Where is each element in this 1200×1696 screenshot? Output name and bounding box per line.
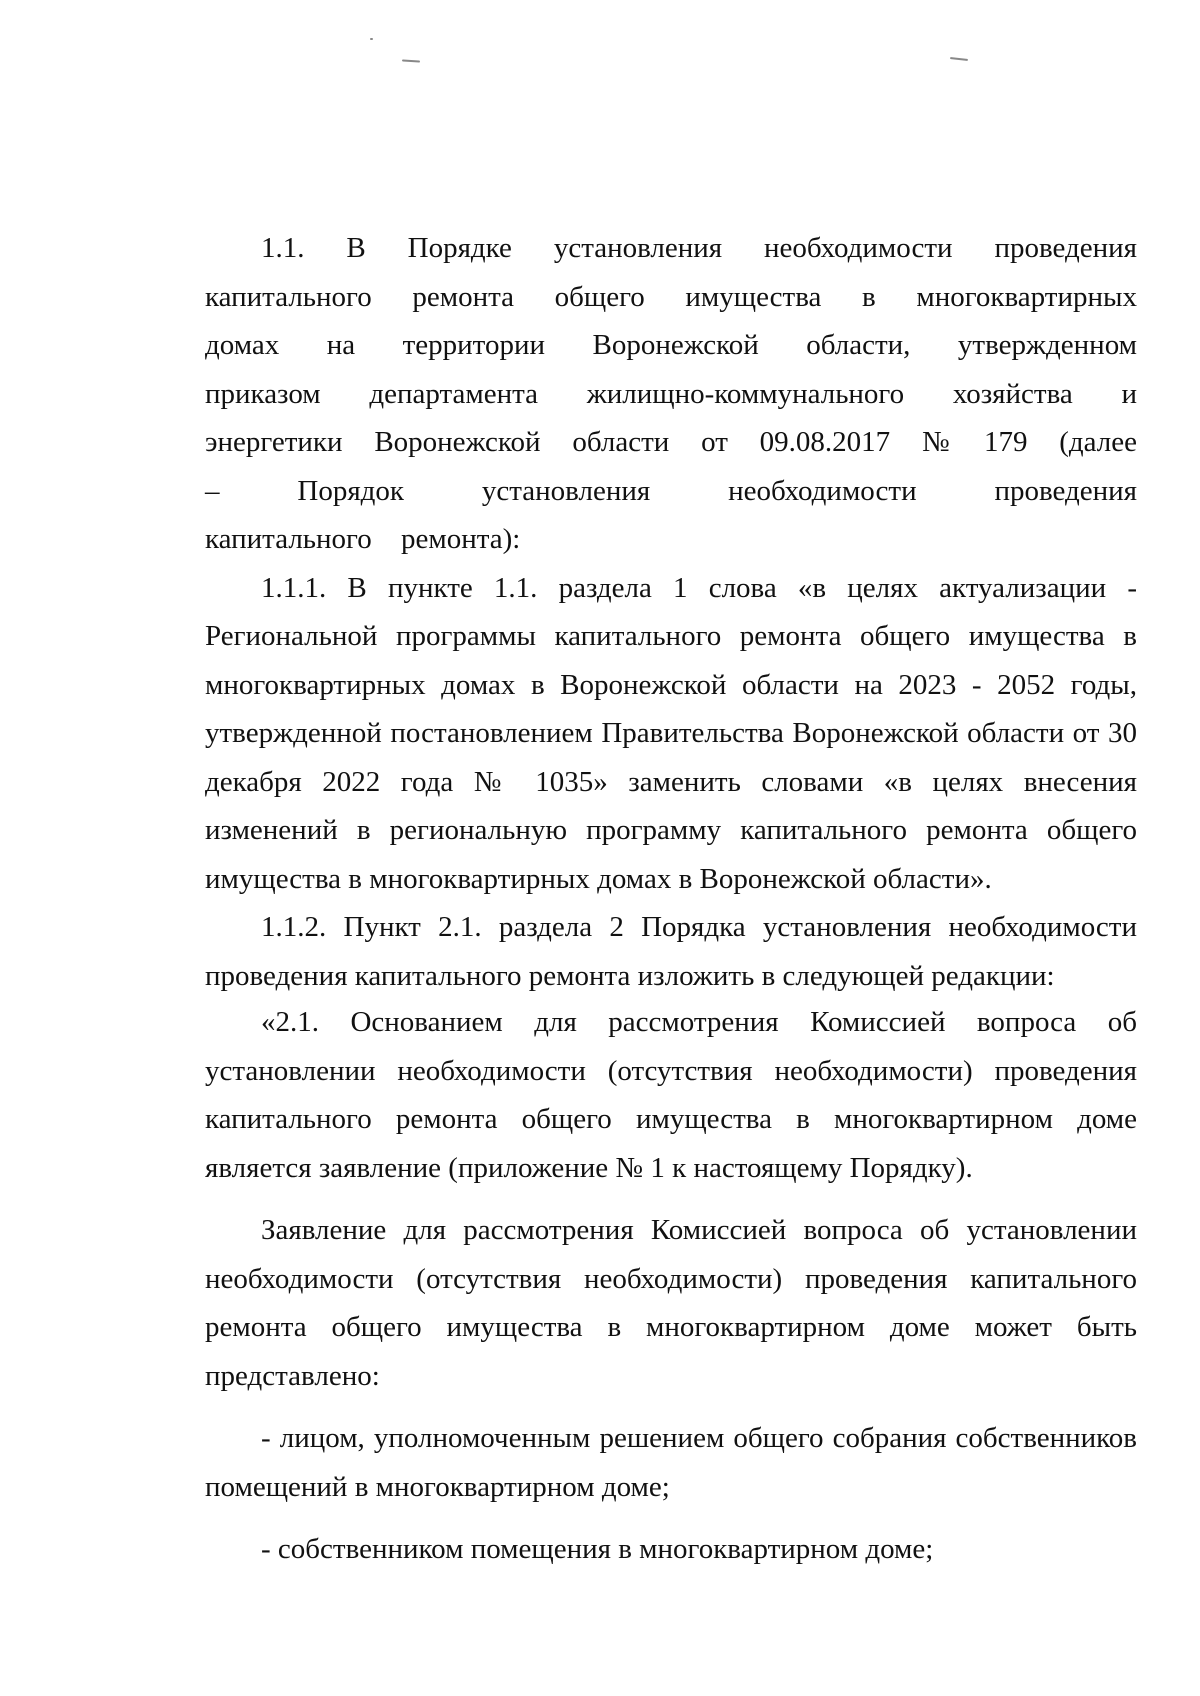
paragraph-1-1-2: 1.1.2. Пункт 2.1. раздела 2 Порядка установления необходимости проведения капитального ремонта изложить в следующей редакции: [205, 911, 1137, 992]
list-item: - лицом, уполномоченным решением общего собрания собственников помещений в многоквартирном доме; [205, 1422, 1137, 1503]
scan-artifact [950, 57, 968, 61]
document-body [205, 224, 1137, 1574]
scan-artifact [402, 59, 420, 62]
list-item: - собственником помещения в многоквартирном доме; [261, 1533, 934, 1565]
paragraph-1-1: 1.1. В Порядке установления необходимости проведения капитального ремонта общего имущества в многоквартирных домах на территории Воронежской области, утвержденном приказом департамента жилищно-коммунального хозяйства и энергетики Воронежской области от 09.08.2017 № 179 (далее – Порядок установления необходимости проведения капитального ремонта): [205, 232, 1137, 555]
paragraph-1-1-1: 1.1.1. В пункте 1.1. раздела 1 слова «в целях актуализации - Региональной программы капитального ремонта общего имущества в многоквартирных домах в Воронежской области на 2023 - 2052 годы, утвержденной постановлением Правительства Воронежской области от 30 декабря 2022 года № 1035» заменить словами «в целях внесения изменений в региональную программу капитального ремонта общего имущества в многоквартирных домах в Воронежской области». [205, 571, 1137, 895]
scan-artifact [370, 38, 373, 40]
paragraph-quote-2-1: «2.1. Основанием для рассмотрения Комиссией вопроса об установлении необходимости (отсутствия необходимости) проведения капитального ремонта общего имущества в многоквартирном доме является заявление (приложение № 1 к настоящему Порядку). [205, 1006, 1137, 1184]
paragraph-application: Заявление для рассмотрения Комиссией вопроса об установлении необходимости (отсутствия необходимости) проведения капитального ремонта общего имущества в многоквартирном доме может быть представлено: [205, 1214, 1137, 1392]
